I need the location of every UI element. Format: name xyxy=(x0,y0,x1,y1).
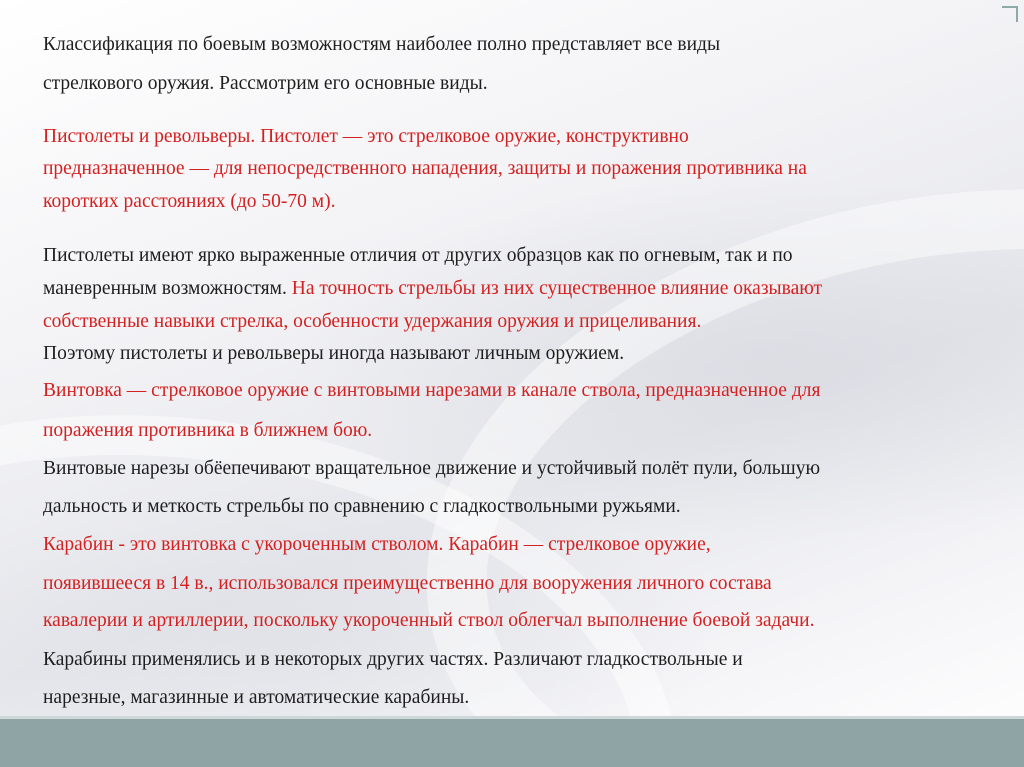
text-line-18 xyxy=(43,686,469,710)
text-red: коротких расстояниях (до 50-70 м). xyxy=(43,191,336,212)
text-line-2 xyxy=(43,72,488,96)
text-line-16 xyxy=(43,609,814,633)
text-dark: дальность и меткость стрельбы по сравнению с гладкоствольными ружьями. xyxy=(43,496,681,517)
text-line-13 xyxy=(43,495,681,519)
text-line-11 xyxy=(43,419,372,443)
text-line-5 xyxy=(43,190,335,214)
text-dark: Карабины применялись и в некоторых других частях. Различают гладкоствольные и xyxy=(43,649,743,670)
text-red: Карабин - это винтовка с укороченным стволом. Карабин — стрелковое оружие, xyxy=(43,534,711,555)
text-red: Пистолеты и револьверы. Пистолет — это стрелковое оружие, конструктивно xyxy=(43,126,689,147)
text-dark: маневренным возможностям. xyxy=(43,278,287,299)
text-red: поражения противника в ближнем бою. xyxy=(43,420,373,441)
text-dark: нарезные, магазинные и автоматические карабины. xyxy=(43,687,470,708)
text-dark: стрелкового оружия. Рассмотрим его основные виды. xyxy=(43,73,488,94)
text-line-4 xyxy=(43,157,807,181)
text-line-8 xyxy=(43,310,701,334)
text-red: собственные навыки стрелка, особенности удержания оружия и прицеливания. xyxy=(43,311,702,332)
text-red: На точность стрельбы из них существенное влияние оказывают xyxy=(286,278,823,299)
text-line-17 xyxy=(43,648,743,672)
text-dark: Поэтому пистолеты и револьверы иногда называют личным оружием. xyxy=(43,343,625,364)
text-line-12 xyxy=(43,457,820,481)
text-dark: Классификация по боевым возможностям наиболее полно представляет все виды xyxy=(43,34,721,55)
corner-bracket-icon xyxy=(1002,6,1018,22)
footer-bar xyxy=(0,719,1024,767)
text-red: кавалерии и артиллерии, поскольку укороченный ствол облегчал выполнение боевой задачи. xyxy=(43,610,815,631)
text-dark: Винтовые нарезы обёепечивают вращательное движение и устойчивый полёт пули, большую xyxy=(43,458,821,479)
text-line-10 xyxy=(43,379,820,403)
text-red: Винтовка — стрелковое оружие с винтовыми нарезами в канале ствола, предназначенное для xyxy=(43,380,821,401)
text-line-6 xyxy=(43,244,793,268)
text-red: предназначенное — для непосредственного нападения, защиты и поражения противника на xyxy=(43,158,807,179)
text-line-15 xyxy=(43,572,772,596)
text-red: появившееся в 14 в., использовался преимущественно для вооружения личного состава xyxy=(43,573,772,594)
text-line-7 xyxy=(43,277,822,301)
text-line-3 xyxy=(43,125,689,149)
text-line-1 xyxy=(43,33,720,57)
text-line-14 xyxy=(43,533,711,557)
text-line-9 xyxy=(43,342,624,366)
text-dark: Пистолеты имеют ярко выраженные отличия от других образцов как по огневым, так и по xyxy=(43,245,793,266)
